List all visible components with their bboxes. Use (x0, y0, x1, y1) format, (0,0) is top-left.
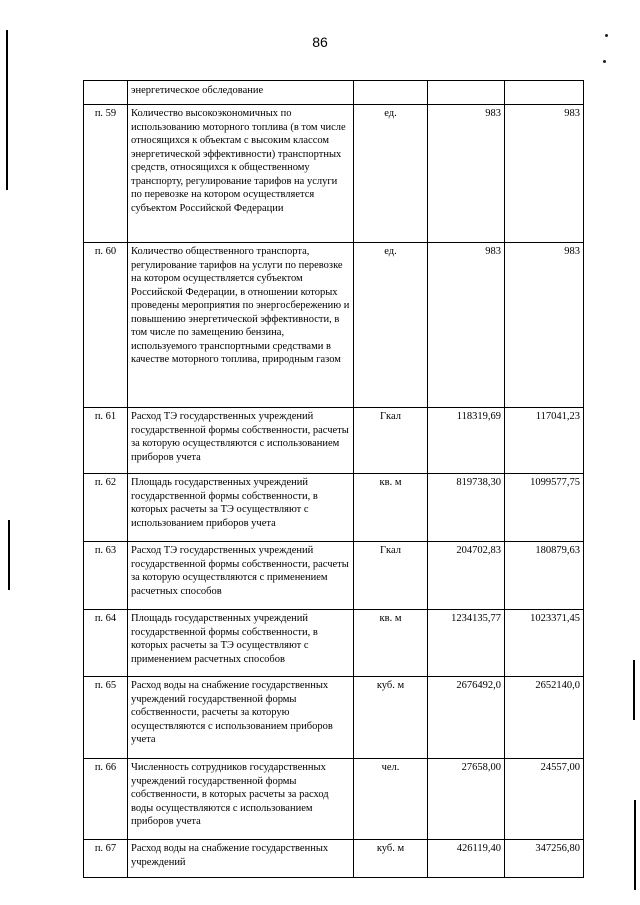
row-name: Расход ТЭ государственных учреждений государственной формы собственности, расчеты за которую осуществляются с применением расчетных способов (128, 542, 354, 610)
scan-mark-right (633, 660, 635, 720)
row-value-1: 118319,69 (428, 408, 505, 474)
row-value-2: 24557,00 (505, 759, 584, 840)
row-name: энергетическое обследование (128, 81, 354, 105)
row-number: п. 63 (84, 542, 128, 610)
row-name: Количество высокоэкономичных по использованию моторного топлива (в том числе относящихся к объектам с высоким классом энергетической эффективности) транспортных средств, относящихся к общественному транспорту, регулирование тарифов на услуги по перевозке на котором осуществляется субъектом Российской Федерации (128, 105, 354, 243)
table-row (84, 542, 584, 610)
row-number (84, 81, 128, 105)
table-row (84, 840, 584, 878)
row-number: п. 62 (84, 474, 128, 542)
table-row (84, 105, 584, 243)
table-row (84, 81, 584, 105)
row-number: п. 65 (84, 677, 128, 759)
table-row (84, 474, 584, 542)
scan-dot (605, 34, 608, 37)
row-name: Количество общественного транспорта, регулирование тарифов на услуги по перевозке на котором осуществляется субъектом Российской Федерации, в отношении которых проведены мероприятия по энергосбережению и повышению энергетической эффективности, в том числе по замещению бензина, используемого транспортными средствами в качестве моторного топлива, природным газом (128, 243, 354, 408)
table-row (84, 610, 584, 677)
row-value-2: 983 (505, 105, 584, 243)
row-value-1: 983 (428, 105, 505, 243)
row-value-1: 426119,40 (428, 840, 505, 878)
scan-mark-left (6, 30, 8, 190)
row-value-2: 180879,63 (505, 542, 584, 610)
table-row (84, 243, 584, 408)
row-unit: Гкал (354, 542, 428, 610)
row-name: Расход воды на снабжение государственных учреждений (128, 840, 354, 878)
row-unit: кв. м (354, 474, 428, 542)
row-unit (354, 81, 428, 105)
row-value-2 (505, 81, 584, 105)
row-number: п. 67 (84, 840, 128, 878)
scan-dot (603, 60, 606, 63)
row-value-1 (428, 81, 505, 105)
row-value-1: 204702,83 (428, 542, 505, 610)
scan-mark-right-lower (634, 800, 636, 890)
row-name: Площадь государственных учреждений государственной формы собственности, в которых расчеты за ТЭ осуществляют с использованием приборов учета (128, 474, 354, 542)
row-value-2: 1099577,75 (505, 474, 584, 542)
row-number: п. 59 (84, 105, 128, 243)
row-value-2: 117041,23 (505, 408, 584, 474)
page-number: 86 (312, 34, 328, 50)
row-name: Площадь государственных учреждений государственной формы собственности, в которых расчеты за ТЭ осуществляют с применением расчетных способов (128, 610, 354, 677)
table-row (84, 677, 584, 759)
row-unit: ед. (354, 243, 428, 408)
row-value-2: 983 (505, 243, 584, 408)
row-name: Расход ТЭ государственных учреждений государственной формы собственности, расчеты за которую осуществляются с использованием приборов учета (128, 408, 354, 474)
scan-mark-left-lower (8, 520, 10, 590)
table-row (84, 408, 584, 474)
row-value-1: 819738,30 (428, 474, 505, 542)
row-name: Численность сотрудников государственных учреждений государственной формы собственности, в которых расчеты за расход воды осуществляются с использованием приборов учета (128, 759, 354, 840)
table-row (84, 759, 584, 840)
row-number: п. 60 (84, 243, 128, 408)
row-value-1: 983 (428, 243, 505, 408)
row-name: Расход воды на снабжение государственных учреждений государственной формы собственности, расчеты за которую осуществляются с использованием приборов учета (128, 677, 354, 759)
row-unit: кв. м (354, 610, 428, 677)
row-unit: куб. м (354, 677, 428, 759)
row-value-2: 347256,80 (505, 840, 584, 878)
row-unit: ед. (354, 105, 428, 243)
indicator-table (83, 80, 584, 878)
row-unit: куб. м (354, 840, 428, 878)
row-value-2: 1023371,45 (505, 610, 584, 677)
row-value-1: 2676492,0 (428, 677, 505, 759)
row-unit: чел. (354, 759, 428, 840)
row-number: п. 64 (84, 610, 128, 677)
row-unit: Гкал (354, 408, 428, 474)
row-value-1: 27658,00 (428, 759, 505, 840)
row-value-1: 1234135,77 (428, 610, 505, 677)
row-value-2: 2652140,0 (505, 677, 584, 759)
row-number: п. 66 (84, 759, 128, 840)
row-number: п. 61 (84, 408, 128, 474)
